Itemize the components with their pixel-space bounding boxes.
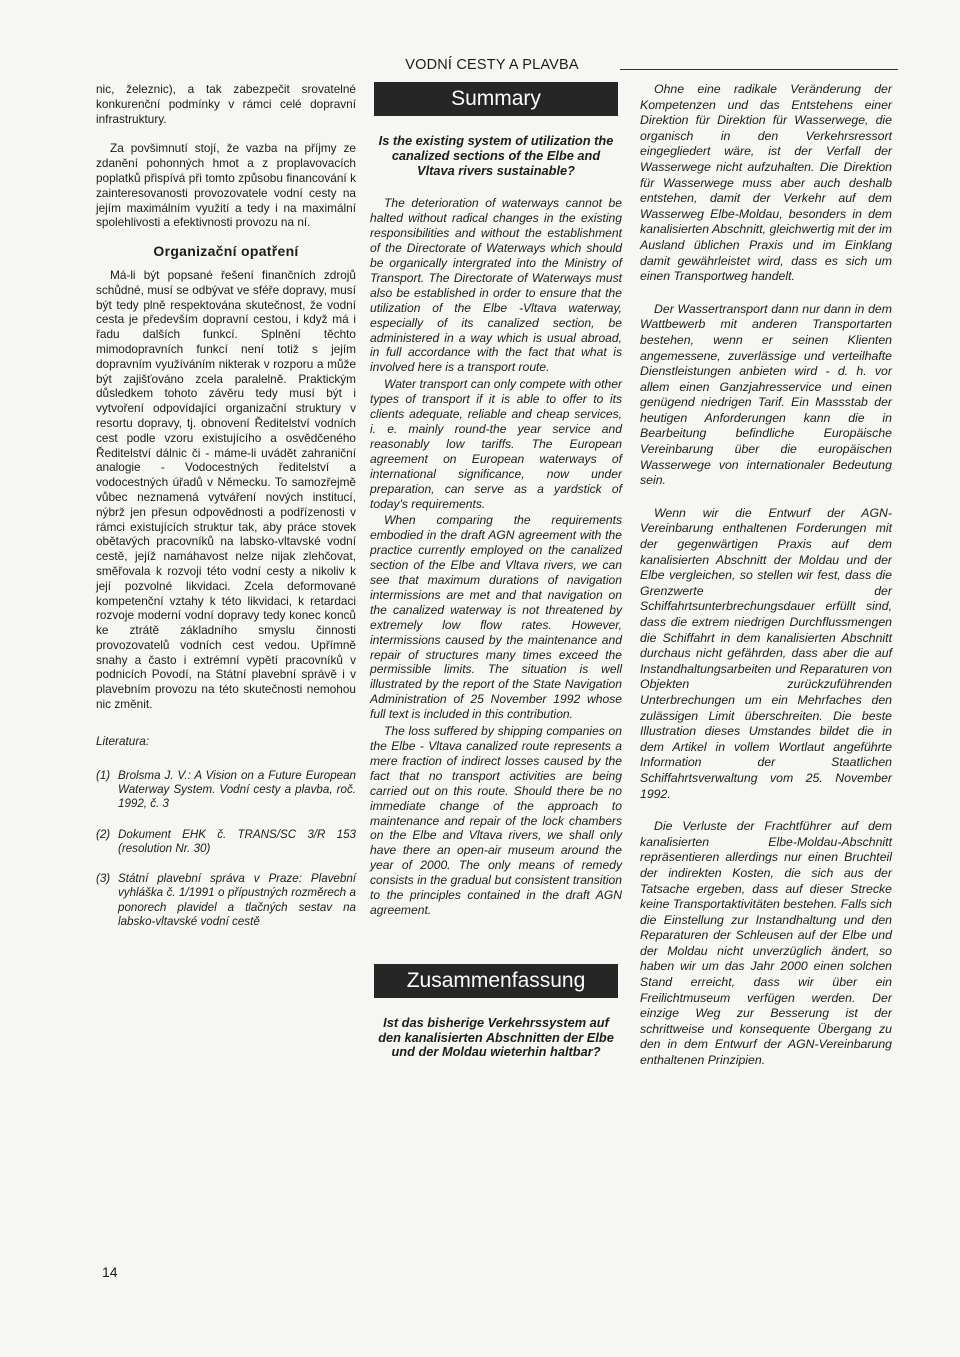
reference-number: (3) — [96, 872, 111, 886]
reference-text: Státní plavební správa v Praze: Plavební vyhláška č. 1/1991 o přípustných rozměrech a ponorech plavidel a tlačných sestav na labsko-vltavské vodní cestě — [118, 872, 356, 929]
german-paragraph: Ohne eine radikale Veränderung der Kompetenzen und das Entstehens einer Direktion für Direktion für Wasserwege, die organisch in den Verkehrsressort eingegliedert wäre, ist der Verfall der Wasserwege nicht aufzuhalten. Die Direktion für Wasserwege muss aber auch deshalb entstehen, damit der Verkehr auf dem Wasserweg Elbe-Moldau, besonders in dem kanalisierten Abschnitt, gleichwertig mit der im Ausland üblichen Praxis und im Einklang damit gewährleistet wird, dass es sich um einen Transportweg handelt. — [640, 82, 892, 284]
column-german — [640, 82, 892, 1069]
zusammenfassung-question: Ist das bisherige Verkehrssystem auf den kanalisierten Abschnitten der Elbe und der Moldau wieterhin haltbar? — [378, 1014, 614, 1060]
czech-paragraph-2: Za povšimnutí stojí, že vazba na příjmy ze zdanění pohonných hmot a z proplavovacích poplatků přispívá při tomto způsobu financování k zainteresovanosti provozovatele vodní cesty na jejím maximálním využití a tedy i na maximální spolehlivosti a efektivnosti provozu na ní. — [96, 141, 356, 230]
czech-paragraph-3: Má-li být popsané řešení finančních zdrojů schůdné, musí se odbývat ve sféře dopravy, musí být tedy plně respektována skutečnost, že vodní cesta je především dopravní cestou, i když má i řadu dalších funkcí. Splnění těchto mimodopravních funkcí není totiž s jejím dopravním využíváním nikterak v rozporu a může být zajišťováno zcela paralelně. Praktickým důsledkem tohoto závěru tedy musí být i vytvoření odpovídající organizační struktury v resortu dopravy, tj. obnovení Ředitelství vodních cest podle vzoru existujícího a osvědčeného Ředitelství dálnic či - máme-li uvádět zahraniční analogie - Vodocestných ředitelství a vodocestných úřadů v Německu. To samozřejmě vůbec neznamená vytváření nových institucí, nýbrž jen přesun odpovědnosti a podřízenosti v rámci existujících struktur tak, aby práce stovek obětavých pracovníků na labsko-vltavské vodní cestě, jejíž namáhavost nelze nijak zlehčovat, směřovala k rozvoji této vodní cesty a nikoliv k její pozvolné likvidaci. Zcela deformované kompetenční vztahy k této likvidaci, k retardaci rozvoje moderní vodní dopravy tedy konec konců ke ztrátě základního smyslu činnosti provozovatelů vodních cest vedou. Upřímně snahy a často i extrémní vypětí pracovníků v podnicích Povodí, na Státní plavební správě i v plavebním provozu na této skutečnosti nemohou nic změnit. — [96, 267, 356, 712]
reference-list — [96, 769, 356, 930]
literature-label: Literatura: — [96, 733, 150, 748]
summary-body — [370, 196, 622, 918]
summary-paragraph: When comparing the requirements embodied in the draft AGN agreement with the practice currently employed on the canalized section of the Elbe and Vltava rivers, we can see that maximum durations of navigation intermissions are met and that navigation on the canalized waterway is not threatened by extremely low flow rates. However, intermissions caused by the maintenance and repair of structures many times exceed the permissible limits. The situation is well illustrated by the report of the State Navigation Administration of 25 November 1992 whose full text is included in this contribution. — [370, 513, 622, 722]
summary-paragraph: The deterioration of waterways cannot be halted without radical changes in the existing responsibilities and without the establishment of the Directorate of Waterways which should be organically intergrated into the Ministry of Transport. The Directorate of Waterways must also be established in order to ensure that the utilization of the Elbe -Vltava waterway, especially of its canalized section, be administered in a way which is usual abroad, in full accordance with the fact that what is involved here is a transport route. — [370, 196, 622, 375]
zusammenfassung-banner: Zusammenfassung — [374, 964, 618, 998]
summary-paragraph: The loss suffered by shipping companies on the Elbe - Vltava canalized route represents a mere fraction of indirect losses caused by the fact that no transport activities are being carried out on this route. Should there be no immediate change of the approach to maintenance and repair of the lock chambers on the Elbe and Vltava rivers, we shall only have there an open-air museum around the year of 2000. The only means of remedy consists in the gradual but consistent transition to the principles contained in the draft AGN agreement. — [370, 724, 622, 917]
summary-paragraph: Water transport can only compete with other types of transport if it is able to offer to its clients adequate, reliable and cheap services, i. e. mainly round-the year service and reasonably low tariffs. The European agreement on European waterways of international significance, now under preparation, can serve as a yardstick of today's requirements. — [370, 377, 622, 511]
reference-text: Dokument EHK č. TRANS/SC 3/R 153 (resolution Nr. 30) — [118, 827, 356, 855]
reference-item — [96, 872, 356, 929]
running-head: VODNÍ CESTY A PLAVBA — [405, 57, 579, 73]
column-summary — [370, 82, 622, 1078]
german-paragraph: Wenn wir die Entwurf der AGN-Vereinbarung enthaltenen Forderungen mit der gegenwärtigen Praxis auf dem kanalisierten Abschnitt der Moldau und der Elbe vergleichen, so stellen wir fest, dass die Grenzwerte der Schiffahrtsunterbrechungsdauer erfüllt sind, dass die extrem niedrigen Durchflussmengen die Schiffahrt in dem kanalisierten Abschnitt durchaus nicht gefährden, dass aber die auf Instandhaltungsarbeiten und Reparaturen von Objekten zurückzuführenden Unterbrechungen um ein Mehrfaches den zulässigen Limit überschreiten. Die beste Illustration dieses Umstandes bildet die in dem Artikel in vollem Wortlaut angeführte Information der Staatlichen Schiffahrtsverwaltung vom 25. November 1992. — [640, 505, 892, 801]
german-paragraph: Die Verluste der Frachtführer auf dem kanalisierten Elbe-Moldau-Abschnitt repräsentieren allerdings nur einen Bruchteil der indirekten Kosten, die sich aus der Tatsache ergeben, dass auf dieser Strecke keine Transportaktivitäten bestehen. Falls sich die Einstellung zur Instandhaltung und den Reparaturen der Schleusen auf der Elbe und der Moldau nicht unverzüglich ändert, so haben wir um das Jahr 2000 einen solchen Stand erreicht, dass wir über ein Freilichtmuseum verfügen werden. Der einzige Weg zur Besserung ist der schrittweise und konsequente Übergang zu den in dem Entwurf der AGN-Vereinbarung enthaltenen Prinzipien. — [640, 819, 892, 1068]
section-heading: Organizační opatření — [153, 243, 299, 260]
reference-item — [96, 769, 356, 812]
column-czech — [96, 82, 356, 945]
summary-question: Is the existing system of utilization the canalized sections of the Elbe and Vltava rivers sustainable? — [378, 133, 614, 178]
german-paragraph: Der Wassertransport dann nur dann in dem Wattbewerb mit anderen Transportarten bestehen, wenn er seinen Klienten angemessene, zuverlässige und verteilhafte Dienstleistungen anbieten wird - d. h. vor allem einen Ganzjahresservice und einen genügend niedrigen Tarif. Ein Massstab der heutigen Anforderungen kann die in Bearbeitung befindliche Europäische Vereinbarung über die europäischen Wasserwege von internationaler Bedeutung sein. — [640, 301, 892, 488]
page-number: 14 — [102, 1264, 118, 1280]
reference-number: (2) — [96, 827, 111, 841]
czech-paragraph-1: nic, železnic), a tak zabezpečit srovatelné konkurenční podmínky v rámci celé dopravní infrastruktury. — [96, 82, 356, 126]
reference-number: (1) — [96, 768, 111, 782]
reference-item — [96, 828, 356, 857]
summary-banner: Summary — [374, 82, 618, 116]
header-rule-right — [620, 69, 898, 70]
reference-text: Brolsma J. V.: A Vision on a Future European Waterway System. Vodní cesty a plavba, roč. 1992, č. 3 — [118, 768, 356, 811]
